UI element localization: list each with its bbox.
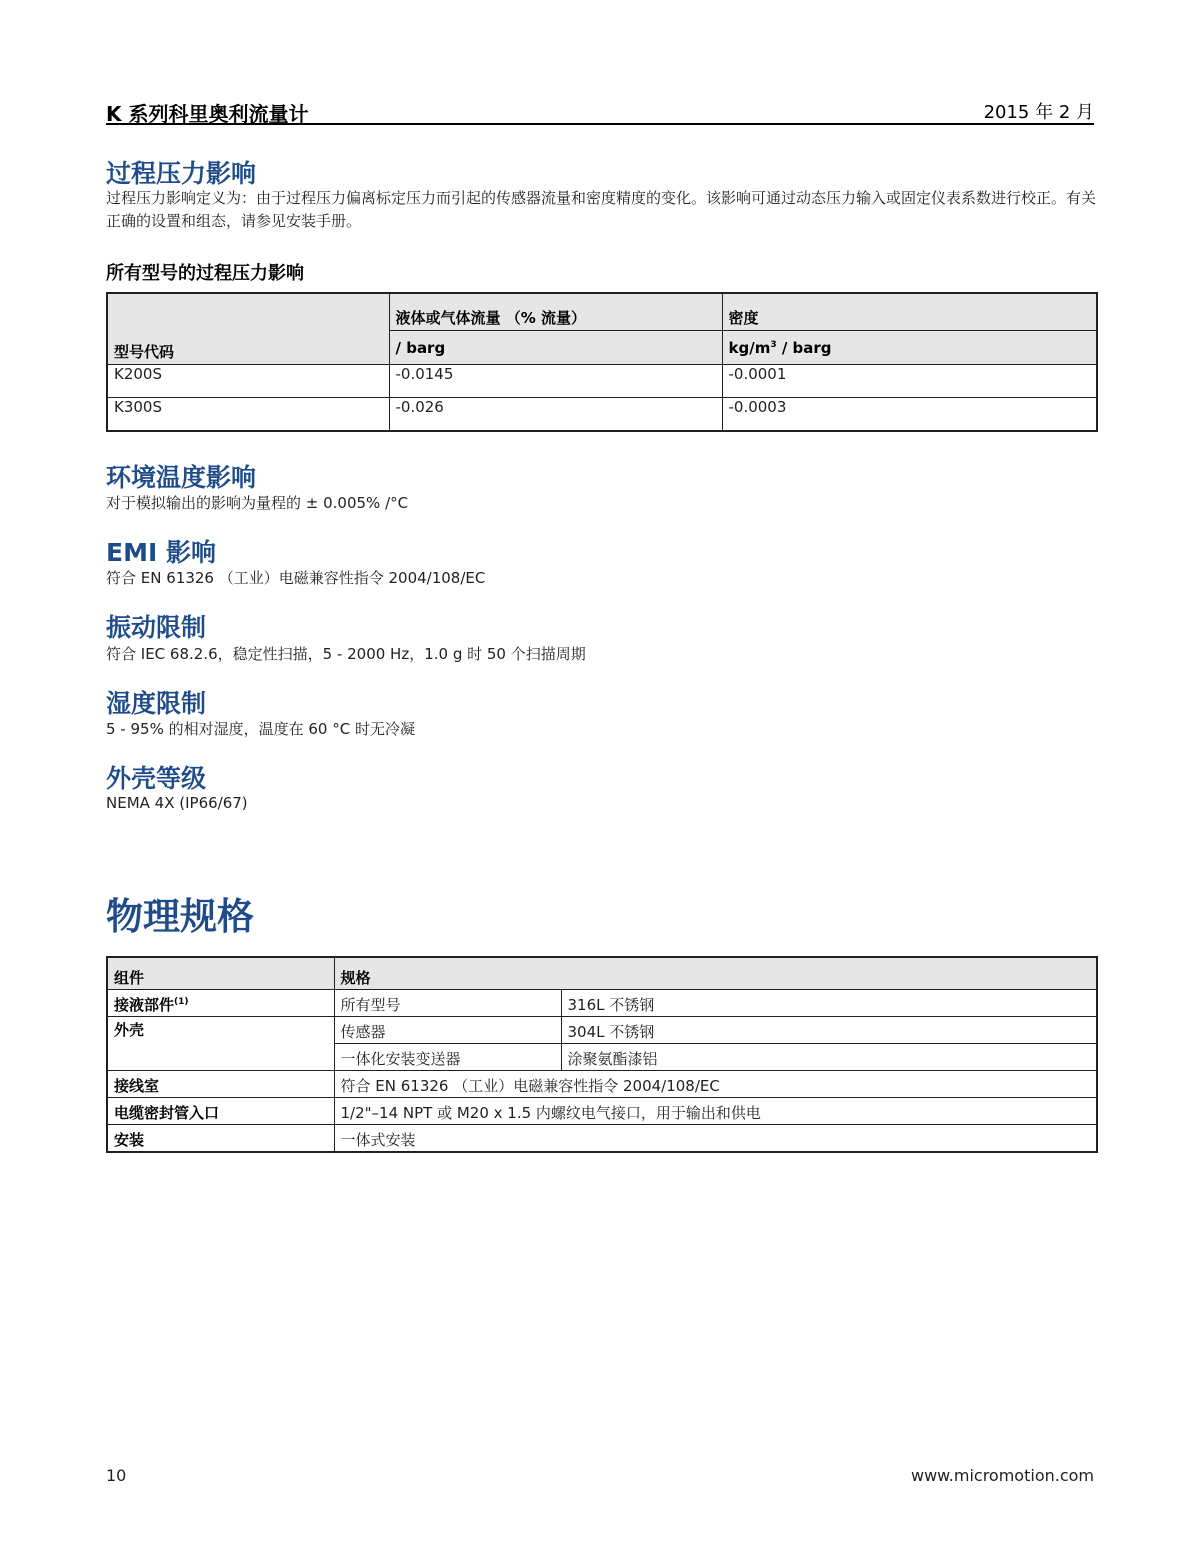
footer-url: www.micromotion.com	[911, 1466, 1094, 1485]
pressure-effect-text: 过程压力影响定义为：由于过程压力偏离标定压力而引起的传感器流量和密度精度的变化。该影响可通过动态压力输入或固定仪表系数进行校正。有关正确的设置和组态，请参见安装手册。	[106, 189, 1097, 230]
humidity-text: 5 - 95% 的相对湿度，温度在 60 °C 时无冷凝	[106, 720, 415, 738]
table-row	[107, 990, 1097, 1017]
ambient-temp-text: 对于模拟输出的影响为量程的 ± 0.005% /°C	[106, 494, 409, 512]
density-unit: $kg/m^3$ / barg	[722, 331, 1097, 365]
table-row	[107, 1098, 1097, 1125]
pressure-effect-heading: 过程压力影响	[106, 159, 257, 188]
emi-heading: EMI 影响	[106, 538, 216, 567]
wetted-parts-material: 316L 不锈钢	[561, 990, 1097, 1017]
housing-label: 外壳	[107, 1017, 334, 1071]
column-header-density: 密度	[722, 293, 1097, 331]
table-row	[107, 1071, 1097, 1098]
conduit-value: 1/2"–14 NPT 或 M20 x 1.5 内螺纹电气接口，用于输出和供电	[334, 1098, 1097, 1125]
document-date: 2015 年 2 月	[983, 102, 1094, 123]
column-header-model: 型号代码	[107, 293, 389, 365]
model-cell: K300S	[107, 398, 389, 432]
wetted-parts-scope: 所有型号	[334, 990, 561, 1017]
density-cell: -0.0001	[722, 365, 1097, 398]
density-cell: -0.0003	[722, 398, 1097, 432]
housing-transmitter: 一体化安装变送器	[334, 1044, 561, 1071]
physical-spec-table	[106, 956, 1098, 1153]
humidity-heading: 湿度限制	[106, 689, 207, 718]
column-header-component: 组件	[107, 957, 334, 990]
page-number: 10	[106, 1466, 127, 1485]
enclosure-heading: 外壳等级	[106, 764, 207, 793]
footnote-ref: (1)	[174, 997, 189, 1007]
physical-spec-heading: 物理规格	[106, 895, 254, 938]
document-title: K 系列科里奥利流量计	[106, 102, 309, 126]
conduit-label: 电缆密封管入口	[107, 1098, 334, 1125]
table-row	[107, 365, 1097, 398]
table-row	[107, 1017, 1097, 1044]
ambient-temp-heading: 环境温度影响	[106, 463, 257, 492]
column-header-flow: 液体或气体流量 （% 流量）	[389, 293, 722, 331]
mounting-value: 一体式安装	[334, 1125, 1097, 1153]
wetted-parts-label: 接液部件$^{(1)}$	[107, 990, 334, 1017]
header-divider	[106, 123, 1094, 125]
housing-sensor: 传感器	[334, 1017, 561, 1044]
housing-transmitter-material: 涂聚氨酯漆铝	[561, 1044, 1097, 1071]
vibration-text: 符合 IEC 68.2.6，稳定性扫描，5 - 2000 Hz，1.0 g 时 50 个扫描周期	[106, 645, 586, 663]
table-row	[107, 398, 1097, 432]
flow-cell: -0.0145	[389, 365, 722, 398]
pressure-effect-table	[106, 292, 1098, 432]
column-header-spec: 规格	[334, 957, 1097, 990]
mounting-label: 安装	[107, 1125, 334, 1153]
wiring-value: 符合 EN 61326 （工业）电磁兼容性指令 2004/108/EC	[334, 1071, 1097, 1098]
model-cell: K200S	[107, 365, 389, 398]
enclosure-text: NEMA 4X (IP66/67)	[106, 794, 248, 812]
housing-sensor-material: 304L 不锈钢	[561, 1017, 1097, 1044]
wiring-label: 接线室	[107, 1071, 334, 1098]
vibration-heading: 振动限制	[106, 613, 207, 642]
pressure-table-title: 所有型号的过程压力影响	[106, 263, 304, 284]
flow-unit: / barg	[389, 331, 722, 365]
flow-cell: -0.026	[389, 398, 722, 432]
emi-text: 符合 EN 61326 （工业）电磁兼容性指令 2004/108/EC	[106, 569, 486, 587]
table-row	[107, 1125, 1097, 1153]
